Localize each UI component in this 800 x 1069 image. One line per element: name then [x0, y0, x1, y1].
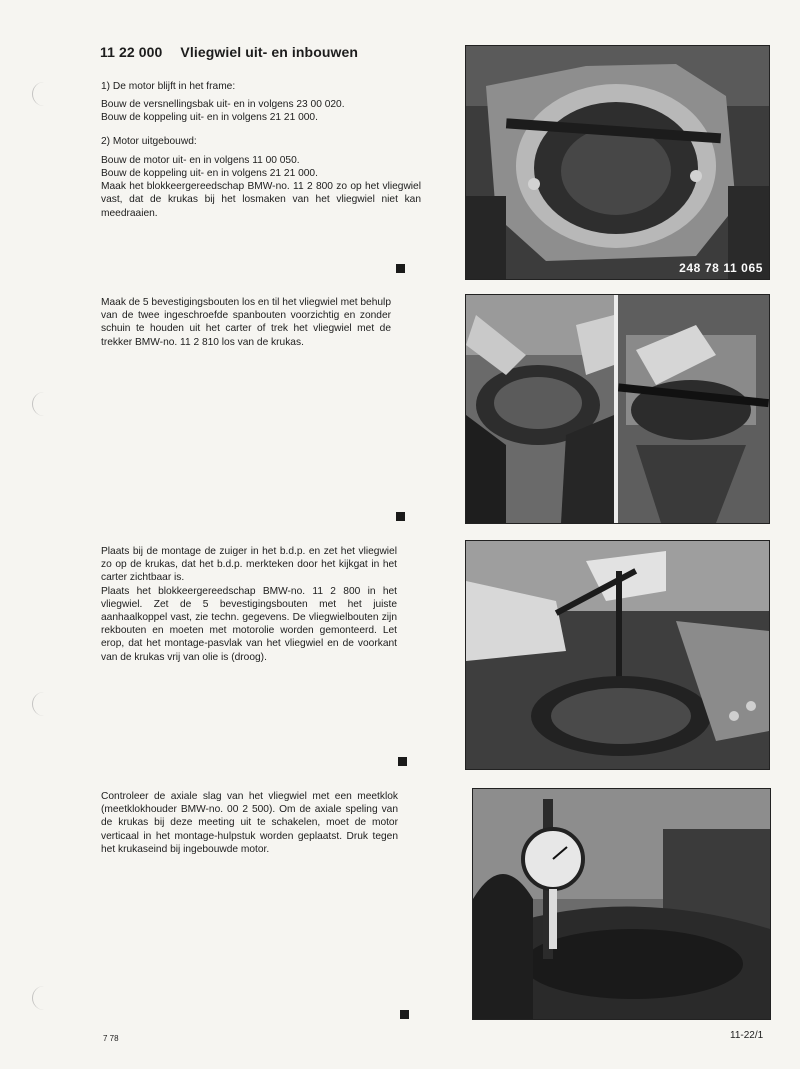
paragraph: 1) De motor blijft in het frame: [101, 81, 236, 92]
page-title [100, 44, 358, 60]
section-end-marker [400, 1010, 409, 1019]
paragraph: Plaats bij de montage de zuiger in het b.d.p. en zet het vliegwiel zo op de krukas, dat het b.d.p. merkteken door het kijkgat in het carter zichtbaar is. [101, 546, 397, 584]
section-end-marker [396, 264, 405, 273]
paragraph: Bouw de motor uit- en in volgens 11 00 050. [101, 154, 300, 166]
binder-hole-mark [32, 392, 47, 416]
paragraph: Bouw de koppeling uit- en in volgens 21 21 000. [101, 168, 318, 180]
section-4-text [101, 790, 398, 856]
paragraph: Maak de 5 bevestigingsbouten los en til het vliegwiel met behulp van de twee ingeschroefde spanbouten voorzichtig en zonder schuin te houden uit het carter of trek het vliegwiel met de trekker BMW-no. 11 2 810 los van de krukas. [101, 297, 391, 348]
section-end-marker [396, 512, 405, 521]
binder-hole-mark [32, 692, 47, 716]
paragraph: Controleer de axiale slag van het vliegwiel met een meetklok (meetklokhouder BMW-no. 00 2 500). Om de axiale speling van de krukas bij deze meeting uit te schakelen, moet de motor verticaal in het montage-hulpstuk worden geplaatst. Druk tegen het krukaseind bij ingebouwde motor. [101, 791, 398, 855]
paragraph: Bouw de versnellingsbak uit- en in volgens 23 00 020. [101, 99, 345, 111]
section-end-marker [398, 757, 407, 766]
page-number: 11-22/1 [730, 1030, 764, 1041]
paragraph: Maak het blokkeergereedschap BMW-no. 11 2 800 zo op het vliegwiel vast, dat de krukas bij het losmaken van het vliegwiel niet kan meedraaien. [101, 181, 421, 219]
section-3-text [101, 545, 397, 664]
paragraph: Bouw de koppeling uit- en in volgens 21 21 000. [101, 112, 318, 124]
section-1-text [101, 80, 421, 220]
section-title: Vliegwiel uit- en inbouwen [180, 44, 359, 60]
revision-date: 7 78 [103, 1034, 119, 1043]
paragraph: Plaats het blokkeergereedschap BMW-no. 11 2 800 in het vliegwiel. Zet de 5 bevestigingsbouten met het juiste aanhaalkoppel vast, zie techn. gegevens. De vliegwielbouten zijn rekbouten en moeten met motorolie worden gemonteerd. Let erop, dat het montage-pasvlak van het vliegwiel en de voorkant van de krukas vrij van olie is (droog). [101, 585, 397, 663]
dial-gauge-photo [472, 788, 771, 1020]
section-2-text [101, 296, 391, 349]
torque-wrench-photo [465, 540, 770, 770]
photo-reference-number: 248 78 11 065 [679, 261, 763, 275]
paragraph: 2) Motor uitgebouwd: [101, 135, 197, 147]
removal-photos [465, 294, 770, 524]
section-code: 11 22 000 [100, 44, 163, 60]
flywheel-photo [465, 45, 770, 280]
binder-hole-mark [32, 82, 47, 106]
binder-hole-mark [32, 986, 47, 1010]
